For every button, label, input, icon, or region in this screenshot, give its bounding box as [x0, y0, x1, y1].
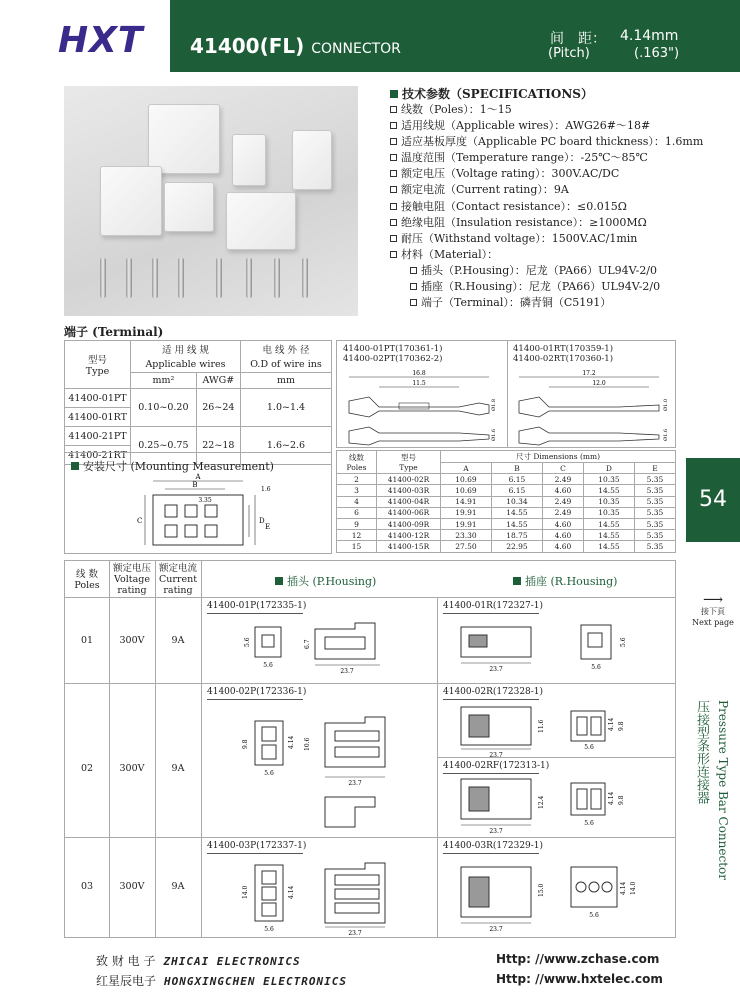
r-housing-02-drawing: [441, 701, 671, 759]
part-number: 41400-01R(172327-1): [443, 601, 544, 611]
dim-label: Ø1.6: [491, 428, 497, 441]
logo-area: [0, 0, 170, 72]
spec-item: 耐压（Withstand voltage）：1500V.AC/1min: [390, 231, 730, 247]
dim-label: A: [195, 473, 201, 481]
checkbox-icon: [410, 299, 417, 306]
poles-value: 01: [80, 635, 94, 646]
dim-label: 5.6: [591, 664, 601, 671]
dim-label: 23.7: [348, 930, 362, 937]
dimensions-table: [336, 450, 676, 553]
divider: [65, 597, 675, 598]
table-header: C: [542, 463, 583, 474]
dim-label: 9.8: [618, 721, 625, 731]
footer: [0, 944, 740, 1004]
header-bar: [170, 0, 740, 72]
table-cell: 41400-21PT: [65, 427, 131, 446]
p-housing-01-drawing: [205, 615, 435, 681]
divider: [437, 597, 438, 937]
spec-item: 额定电流（Current rating）：9A: [390, 182, 730, 198]
table-cell: 0.25~0.75: [131, 427, 197, 465]
side-title-en: Pressure Type Bar Connector: [716, 700, 730, 880]
dim-label: 11.6: [538, 719, 545, 733]
pitch-label-cn: 间 距：: [550, 31, 606, 47]
part-number: 41400-02P(172336-1): [207, 687, 307, 697]
website-link-2[interactable]: Http: //www.hxtelec.com: [496, 972, 663, 986]
table-cell: 41400-01PT: [65, 389, 131, 408]
part-number: 41400-01P(172335-1): [207, 601, 307, 611]
pitch-label-en: (Pitch): [548, 46, 590, 61]
dim-label: 6.7: [304, 639, 311, 649]
female-terminal-drawing: [509, 367, 677, 447]
housing-part: [100, 166, 162, 236]
spec-item: 绝缘电阻（Insulation resistance）：≥1000MΩ: [390, 215, 730, 231]
table-header: mm: [240, 373, 331, 389]
next-page-link[interactable]: ⟶ 接下頁 Next page: [688, 594, 738, 628]
dim-label: 17.2: [582, 370, 596, 377]
checkbox-icon: [390, 170, 397, 177]
checkbox-icon: [390, 219, 397, 226]
terminal-pin: [274, 258, 280, 298]
spec-item: 额定电压（Voltage rating）：300V.AC/DC: [390, 166, 730, 182]
dim-label: 23.7: [489, 926, 503, 933]
divider: [207, 853, 303, 854]
terminal-pin: [246, 258, 252, 298]
r-housing-02rf-drawing: [441, 775, 671, 837]
pitch-value-mm: 4.14mm: [620, 28, 679, 44]
table-header: O.D of wire ins: [240, 357, 331, 373]
table-header: 适 用 线 规: [131, 341, 241, 357]
table-cell: 41400-21RT: [65, 446, 131, 465]
dim-label: B: [192, 481, 198, 489]
dim-label: 11.5: [412, 380, 426, 387]
dim-label: 3.35: [198, 497, 212, 504]
dim-label: 5.6: [584, 820, 594, 827]
dim-label: 5.6: [264, 770, 274, 777]
voltage-value: 300V: [119, 635, 145, 646]
website-link-1[interactable]: Http: //www.zchase.com: [496, 952, 660, 966]
terminal-pin: [302, 258, 308, 298]
table-row: 15 41400-15R 27.50 22.95 4.60 14.55 5.35: [337, 541, 676, 552]
housing-part: [226, 192, 296, 250]
part-number: 41400-02PT(170362-2): [343, 354, 443, 364]
model-number: 41400(FL): [190, 34, 305, 58]
checkbox-icon: [390, 122, 397, 129]
checkbox-icon: [390, 251, 397, 258]
dim-label: 4.14: [620, 881, 627, 895]
dim-label: 23.7: [489, 752, 503, 759]
dim-label: 5.6: [264, 926, 274, 933]
spec-item: 接触电阻（Contact resistance）：≤0.015Ω: [390, 199, 730, 215]
checkbox-icon: [390, 186, 397, 193]
p-housing-title: 插头 (P.Housing): [275, 573, 376, 589]
housing-part: [292, 130, 332, 190]
dim-label: 12.0: [592, 380, 606, 387]
terminal-pin: [126, 258, 132, 298]
current-value: 9A: [171, 635, 185, 646]
checkbox-icon: [390, 154, 397, 161]
housing-part: [148, 104, 220, 174]
bullet-icon: [71, 462, 79, 470]
dim-label: Ø1.8: [491, 398, 497, 411]
table-header: mm²: [131, 373, 197, 389]
terminal-drawings: [336, 340, 676, 448]
table-header: E: [634, 463, 675, 474]
table-row: 9 41400-09R 19.91 14.55 4.60 14.55 5.35: [337, 518, 676, 529]
dim-label: 14.0: [630, 881, 637, 895]
table-cell: 1.0~1.4: [240, 389, 331, 427]
checkbox-icon: [390, 235, 397, 242]
terminal-table: [64, 340, 332, 465]
divider: [65, 837, 675, 838]
spec-item: 材料（Material）：: [390, 247, 730, 263]
dim-label: 5.6: [244, 637, 251, 647]
divider: [201, 561, 202, 937]
terminal-pin: [100, 258, 106, 298]
divider: [443, 773, 539, 774]
specs-list: [390, 102, 730, 311]
dim-label: 1.6: [261, 486, 271, 493]
r-housing-03-drawing: [441, 855, 671, 937]
table-header: 型号 Type: [377, 451, 441, 474]
dim-label: E: [265, 523, 271, 531]
pitch-value-in: (.163"): [634, 46, 680, 61]
table-header: A: [441, 463, 492, 474]
terminal-pin: [216, 258, 222, 298]
divider: [507, 341, 508, 447]
dim-label: Ø1.0: [663, 398, 669, 411]
r-housing-01-drawing: [441, 615, 671, 681]
mounting-diagram: [65, 473, 331, 553]
spec-item: 线数（Poles）：1～15: [390, 102, 730, 118]
checkbox-icon: [390, 203, 397, 210]
dim-label: 15.0: [538, 883, 545, 897]
dim-label: 4.14: [608, 791, 615, 805]
checkbox-icon: [410, 267, 417, 274]
table-cell: 0.10~0.20: [131, 389, 197, 427]
part-number: 41400-02RF(172313-1): [443, 761, 550, 771]
housing-part: [164, 182, 214, 232]
part-number: 41400-01PT(170361-1): [343, 344, 443, 354]
checkbox-icon: [410, 283, 417, 290]
dim-label: 23.7: [340, 668, 354, 675]
mounting-section: [64, 452, 332, 554]
checkbox-icon: [390, 106, 397, 113]
current-value: 9A: [171, 881, 185, 892]
page-number-tab: 54: [686, 458, 740, 542]
spec-item: 适应基板厚度（Applicable PC board thickness）：1.6mm: [390, 134, 730, 150]
r-housing-title: 插座 (R.Housing): [513, 573, 617, 589]
table-header: 型号 Type: [65, 341, 131, 389]
table-row: 4 41400-04R 14.91 10.34 2.49 10.35 5.35: [337, 496, 676, 507]
table-header: 线数 Poles: [337, 451, 377, 474]
material-item: 端子（Terminal）：磷青铜（C5191）: [390, 295, 730, 311]
dim-label: 23.7: [348, 780, 362, 787]
dim-label: 16.8: [412, 370, 426, 377]
part-number: 41400-02RT(170360-1): [513, 354, 614, 364]
part-number: 41400-03R(172329-1): [443, 841, 544, 851]
dim-label: 12.4: [538, 795, 545, 809]
bullet-icon: [513, 577, 521, 585]
terminal-title: 端子 (Terminal): [64, 325, 164, 339]
dim-label: 4.14: [608, 717, 615, 731]
spec-item: 适用线规（Applicable wires）：AWG26#～18#: [390, 118, 730, 134]
divider: [207, 613, 303, 614]
dim-label: 14.0: [242, 885, 249, 899]
company-2: 红星辰电子 HONGXINGCHEN ELECTRONICS: [96, 974, 347, 988]
dim-label: 23.7: [489, 666, 503, 673]
poles-value: 03: [80, 881, 94, 892]
dim-label: 9.8: [242, 739, 249, 749]
divider: [443, 699, 539, 700]
dim-label: C: [137, 517, 143, 525]
housing-table: [64, 560, 676, 938]
table-header: Applicable wires: [131, 357, 241, 373]
side-title-cn: 压接型条形连接器: [694, 700, 709, 804]
material-item: 插座（R.Housing）：尼龙（PA66）UL94V-2/0: [390, 279, 730, 295]
p-housing-02-drawing: [205, 701, 435, 837]
bullet-icon: [275, 577, 283, 585]
dim-label: 5.6: [584, 744, 594, 751]
table-row: 6 41400-06R 19.91 14.55 2.49 10.35 5.35: [337, 507, 676, 518]
current-value: 9A: [171, 763, 185, 774]
dim-label: 23.7: [489, 828, 503, 835]
dim-label: D: [259, 517, 265, 525]
voltage-value: 300V: [119, 881, 145, 892]
table-header: B: [491, 463, 542, 474]
table-row: 3 41400-03R 10.69 6.15 4.60 14.55 5.35: [337, 485, 676, 496]
material-item: 插头（P.Housing）：尼龙（PA66）UL94V-2/0: [390, 263, 730, 279]
table-cell: 26~24: [196, 389, 240, 427]
housing-part: [232, 134, 266, 186]
dim-label: 5.6: [589, 912, 599, 919]
bullet-icon: [390, 90, 398, 98]
brand-logo: HXT: [58, 20, 144, 61]
dim-label: 4.14: [288, 735, 295, 749]
dim-label: Ø1.6: [663, 428, 669, 441]
terminal-pin: [178, 258, 184, 298]
table-row: 2 41400-02R 10.69 6.15 2.49 10.35 5.35: [337, 474, 676, 485]
model-type: CONNECTOR: [311, 41, 401, 57]
specs-title: 技术参数（SPECIFICATIONS）: [390, 85, 593, 102]
product-photo: [64, 86, 358, 316]
dim-label: 4.14: [288, 885, 295, 899]
dim-label: 5.6: [620, 637, 627, 647]
divider: [207, 699, 303, 700]
part-number: 41400-03P(172337-1): [207, 841, 307, 851]
voltage-value: 300V: [119, 763, 145, 774]
mounting-title: 安装尺寸 (Mounting Measurement): [71, 458, 274, 474]
divider: [65, 683, 675, 684]
table-header: 额定电压 Voltage rating: [112, 563, 151, 596]
divider: [443, 613, 539, 614]
table-row: 12 41400-12R 23.30 18.75 4.60 14.55 5.35: [337, 530, 676, 541]
table-header: 线 数 Poles: [74, 569, 100, 591]
table-cell: 1.6~2.6: [240, 427, 331, 465]
table-header: AWG#: [196, 373, 240, 389]
table-cell: 41400-01RT: [65, 408, 131, 427]
table-header: 尺寸 Dimensions (mm): [441, 451, 676, 463]
p-housing-03-drawing: [205, 855, 435, 937]
spec-item: 温度范围（Temperature range）：-25℃～85℃: [390, 150, 730, 166]
poles-value: 02: [80, 763, 94, 774]
table-header: 电 线 外 径: [240, 341, 331, 357]
table-header: 额定电流 Current rating: [158, 563, 198, 596]
dim-label: 5.6: [263, 662, 273, 669]
part-number: 41400-02R(172328-1): [443, 687, 544, 697]
terminal-pin: [152, 258, 158, 298]
table-header: D: [583, 463, 634, 474]
male-terminal-drawing: [339, 367, 507, 447]
arrow-right-icon: ⟶: [702, 592, 724, 608]
page-title: [190, 34, 401, 58]
divider: [443, 853, 539, 854]
part-number: 41400-01RT(170359-1): [513, 344, 614, 354]
checkbox-icon: [390, 138, 397, 145]
table-cell: 22~18: [196, 427, 240, 465]
dim-label: 9.8: [618, 795, 625, 805]
company-1: 致 财 电 子 ZHICAI ELECTRONICS: [96, 954, 301, 968]
dim-label: 10.6: [304, 737, 311, 751]
